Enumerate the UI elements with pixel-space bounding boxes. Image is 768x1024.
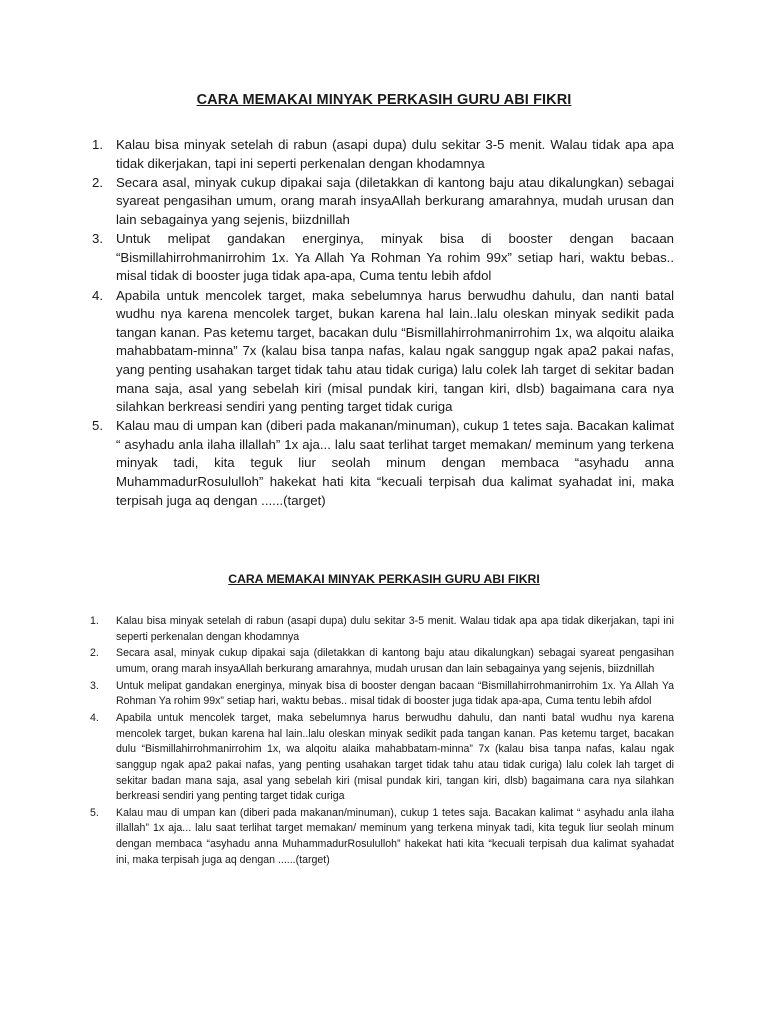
list-item [86,679,674,710]
list-item-text: Kalau bisa minyak setelah di rabun (asapi dupa) dulu sekitar 3-5 menit. Walau tidak apa apa tidak dikerjakan, tapi ini seperti perkenalan dengan khodamnya [116,615,674,643]
list-number: 2. [92,174,103,190]
list-item [88,174,674,230]
list-number: 1. [92,137,103,152]
list-item-text: Secara asal, minyak cukup dipakai saja (diletakkan di kantong baju atau dikalungkan) sebagai syareat pengasihan umum, orang marah insyaAllah berkurang amarahnya, mudah urusan dan lain sebagainya yang sejenis, biizdnillah [116,647,674,675]
list-item [88,136,674,173]
list-item [86,614,674,645]
list-number: 3. [90,679,99,692]
list-item [86,711,674,805]
instruction-list-repeat [86,614,674,869]
list-item-text: Kalau mau di umpan kan (diberi pada makanan/minuman), cukup 1 tetes saja. Bacakan kalimat “ asyhadu anla ilaha illallah” 1x aja... lalu saat terlihat target memakan/ meminum yang terkena minyak tadi, kita teguk liur seolah minum dengan membaca “asyhadu anna MuhammadurRosululloh” hakekat hati kita “kecuali terpisah dua kalimat syahadat ini, maka terpisah juga aq dengan ......(target) [116,418,674,508]
list-item-text: Kalau bisa minyak setelah di rabun (asapi dupa) dulu sekitar 3-5 menit. Walau tidak apa apa tidak dikerjakan, tapi ini seperti perkenalan dengan khodamnya [116,137,674,171]
list-number: 4. [90,712,99,725]
list-item-text: Apabila untuk mencolek target, maka sebelumnya harus berwudhu dahulu, dan nanti batal wudhu nya karena mencolek target, bukan karena hal lain..lalu oleskan minyak sedikit pada tangan kanan. Pas ketemu target, bacakan dulu “Bismillahirrohmanirrohim 1x, wa alqoitu alaika mahabbatam-minna” 7x (kalau bisa tanpa nafas, kalau ngak sanggup ngak apa2 pakai nafas, yang penting usahakan target tidak tahu atau tidak curiga) lalu colek lah target di sekitar badan mana saja, asal yang sebelah kiri (misal pundak kiri, tangan kiri, dlsb) bagaimana cara nya silahkan berkreasi sendiri yang penting target tidak curiga [116,712,674,803]
list-item-text: Untuk melipat gandakan energinya, minyak bisa di booster dengan bacaan “Bismillahirrohmanirrohim 1x. Ya Allah Ya Rohman Ya rohim 99x” setiap hari, waktu bebas.. misal tidak di booster juga tidak apa-apa, Cuma tentu lebih afdol [116,679,674,708]
list-item-text: Secara asal, minyak cukup dipakai saja (diletakkan di kantong baju atau dikalungkan) sebagai syareat pengasihan umum, orang marah insyaAllah berkurang amarahnya, mudah urusan dan lain sebagainya yang sejenis, biizdnillah [116,174,674,227]
list-number: 4. [92,287,103,303]
list-item [86,646,674,677]
list-number: 3. [92,231,103,247]
document-title-repeat: CARA MEMAKAI MINYAK PERKASIH GURU ABI FIKRI [228,572,540,586]
list-number: 5. [90,806,99,819]
list-item-text: Kalau mau di umpan kan (diberi pada makanan/minuman), cukup 1 tetes saja. Bacakan kalimat “ asyhadu anla ilaha illallah” 1x aja... lalu saat terlihat target memakan/ meminum yang terkena minyak tadi, kita teguk liur seolah minum dengan membaca “asyhadu anna MuhammadurRosululloh” hakekat hati kita “kecuali terpisah dua kalimat syahadat ini, maka terpisah juga aq dengan ......(target) [116,806,674,866]
list-item-text: Untuk melipat gandakan energinya, minyak bisa di booster dengan bacaan “Bismillahirrohmanirrohim 1x. Ya Allah Ya Rohman Ya rohim 99x” setiap hari, waktu bebas.. misal tidak di booster juga tidak apa-apa, Cuma tentu lebih afdol [116,231,674,284]
list-number: 2. [90,647,99,660]
list-number: 1. [90,615,99,627]
list-item [88,417,674,510]
list-item [88,287,674,417]
instruction-list [88,136,674,511]
list-item [88,230,674,286]
list-item-text: Apabila untuk mencolek target, maka sebelumnya harus berwudhu dahulu, dan nanti batal wudhu nya karena mencolek target, bukan karena hal lain..lalu oleskan minyak sedikit pada tangan kanan. Pas ketemu target, bacakan dulu “Bismillahirrohmanirrohim 1x, wa alqoitu alaika mahabbatam-minna” 7x (kalau bisa tanpa nafas, kalau ngak sanggup ngak apa2 pakai nafas, yang penting usahakan target tidak tahu atau tidak curiga) lalu colek lah target di sekitar badan mana saja, asal yang sebelah kiri (misal pundak kiri, tangan kiri, dlsb) bagaimana cara nya silahkan berkreasi sendiri yang penting target tidak curiga [116,287,674,415]
document-title: CARA MEMAKAI MINYAK PERKASIH GURU ABI FIKRI [196,92,572,108]
list-item [86,806,674,868]
list-number: 5. [92,418,103,434]
